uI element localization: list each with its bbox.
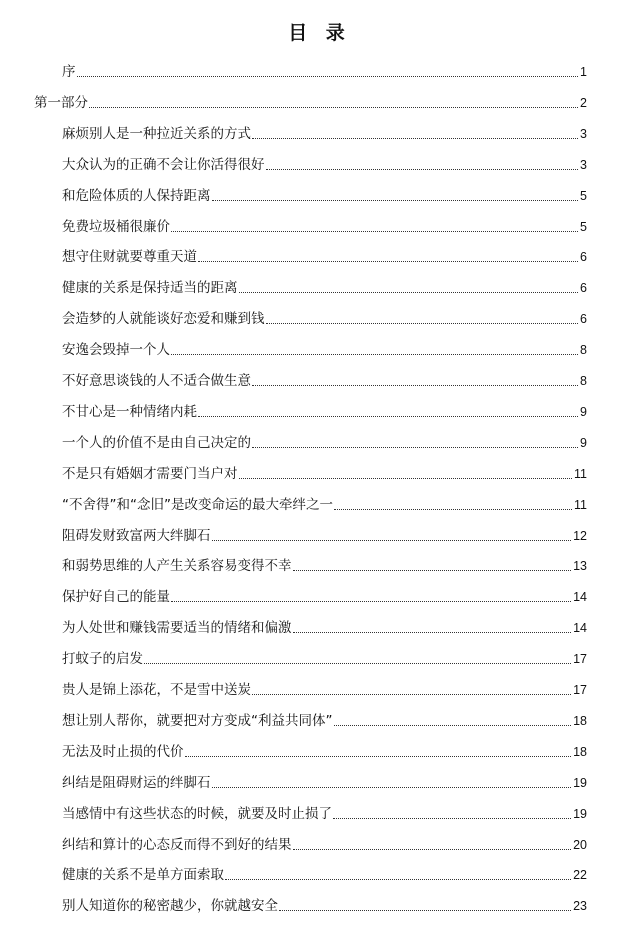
toc-dot-leader [212, 540, 572, 541]
toc-entry-label: 别人知道你的秘密越少，你就越安全 [62, 898, 278, 915]
toc-entry-page-number: 6 [580, 281, 587, 296]
toc-dot-leader [293, 570, 572, 571]
toc-entry[interactable] [62, 335, 587, 359]
toc-entry[interactable] [62, 644, 587, 668]
toc-entry-label: 不好意思谈钱的人不适合做生意 [62, 373, 251, 389]
toc-dot-leader [334, 509, 572, 510]
toc-dot-leader [252, 138, 578, 139]
toc-entry-label: 第一部分 [34, 94, 88, 111]
toc-entry-label: 不是只有婚姻才需要门当户对 [62, 465, 238, 482]
toc-entry[interactable] [62, 891, 587, 915]
toc-entry-page-number: 14 [573, 590, 587, 605]
toc-entry-page-number: 22 [573, 868, 587, 883]
toc-dot-leader [171, 231, 578, 232]
toc-entry-label: 为人处世和赚钱需要适当的情绪和偏激 [62, 620, 292, 637]
toc-entry-page-number: 5 [580, 188, 587, 203]
toc-entry-page-number: 13 [573, 559, 587, 574]
toc-entry[interactable] [62, 521, 587, 545]
toc-dot-leader [333, 818, 571, 819]
toc-entry[interactable] [62, 490, 587, 514]
toc-entry-page-number: 14 [573, 621, 587, 636]
toc-dot-leader [77, 76, 579, 77]
toc-entry[interactable] [62, 706, 587, 730]
toc-dot-leader [266, 323, 579, 324]
toc-entry[interactable] [62, 304, 587, 328]
toc-dot-leader [171, 354, 578, 355]
toc-entry-page-number: 2 [580, 95, 587, 110]
toc-dot-leader [144, 663, 571, 664]
toc-entry[interactable] [62, 737, 587, 761]
toc-entry-label: 纠结和算计的心态反而得不到好的结果 [62, 836, 292, 853]
toc-dot-leader [171, 601, 571, 602]
toc-entry-page-number: 3 [580, 126, 587, 141]
toc-dot-leader [252, 447, 578, 448]
toc-entry-page-number: 20 [573, 837, 587, 852]
toc-entry-label: 会造梦的人就能谈好恋爱和赚到钱 [62, 311, 265, 328]
toc-dot-leader [89, 107, 578, 108]
toc-entry[interactable] [62, 860, 587, 884]
toc-entry-label: 想让别人帮你，就要把对方变成“利益共同体” [62, 712, 333, 729]
toc-entry-page-number: 8 [580, 343, 587, 358]
toc-entry-page-number: 19 [573, 806, 587, 821]
toc-entry-page-number: 9 [580, 435, 587, 450]
toc-dot-leader [252, 694, 571, 695]
toc-entry[interactable] [34, 88, 587, 112]
toc-dot-leader [225, 879, 571, 880]
toc-entry-page-number: 1 [580, 65, 587, 79]
toc-entry-label: 和弱势思维的人产生关系容易变得不幸 [62, 558, 292, 575]
toc-entry-label: 当感情中有这些状态的时候，就要及时止损了 [62, 805, 332, 822]
toc-entry-label: 大众认为的正确不会让你活得很好 [62, 156, 265, 173]
toc-entry-page-number: 18 [573, 744, 587, 759]
toc-dot-leader [334, 725, 572, 726]
toc-entry-page-number: 6 [580, 312, 587, 327]
toc-entry-page-number: 6 [580, 250, 587, 265]
toc-entry-label: 无法及时止损的代价 [62, 743, 184, 760]
toc-entry[interactable] [62, 768, 587, 792]
toc-entry[interactable] [62, 799, 587, 823]
toc-dot-leader [266, 169, 579, 170]
toc-dot-leader [279, 910, 571, 911]
toc-entry[interactable] [62, 150, 587, 174]
toc-entry-page-number: 19 [573, 775, 587, 790]
toc-dot-leader [252, 385, 578, 386]
toc-entry[interactable] [62, 397, 587, 421]
toc-entry-label: 打蚊子的启发 [62, 651, 143, 668]
toc-entry[interactable] [62, 551, 587, 575]
toc-entry-page-number: 3 [580, 157, 587, 172]
toc-entry-page-number: 18 [573, 713, 587, 728]
toc-entry-label: 健康的关系不是单方面索取 [62, 867, 224, 884]
toc-entry-page-number: 23 [573, 899, 587, 914]
toc-entry-page-number: 17 [573, 683, 587, 697]
toc-entry-page-number: 12 [573, 528, 587, 543]
toc-dot-leader [239, 478, 573, 479]
toc-entry-page-number: 11 [574, 466, 587, 481]
toc-dot-leader [198, 416, 578, 417]
toc-entry-label: 麻烦别人是一种拉近关系的方式 [62, 125, 251, 142]
toc-entry[interactable] [62, 273, 587, 297]
toc-entry[interactable] [62, 212, 587, 236]
toc-entry-label: 安逸会毁掉一个人 [62, 342, 170, 359]
toc-entry-label: 序 [62, 64, 76, 80]
toc-entry-label: 阻碍发财致富两大绊脚石 [62, 527, 211, 544]
toc-entry-page-number: 8 [580, 374, 587, 388]
toc-entry[interactable] [62, 366, 587, 390]
toc-title: 目 录 [288, 22, 351, 44]
toc-entry-page-number: 9 [580, 404, 587, 419]
toc-entry-label: 和危险体质的人保持距离 [62, 187, 211, 204]
toc-entry[interactable] [62, 675, 587, 699]
toc-entry[interactable] [62, 613, 587, 637]
toc-entry-label: 一个人的价值不是由自己决定的 [62, 434, 251, 451]
toc-entry-page-number: 5 [580, 219, 587, 234]
toc-entry[interactable] [62, 830, 587, 854]
toc-entry-label: 健康的关系是保持适当的距离 [62, 280, 238, 297]
toc-entry[interactable] [62, 119, 587, 143]
toc-entry[interactable] [62, 582, 587, 606]
toc-entry[interactable] [62, 57, 587, 81]
toc-dot-leader [212, 787, 572, 788]
toc-entry[interactable] [62, 242, 587, 266]
toc-dot-leader [293, 849, 572, 850]
toc-dot-leader [185, 756, 572, 757]
toc-dot-leader [198, 261, 578, 262]
toc-entry[interactable] [62, 428, 587, 452]
toc-dot-leader [239, 292, 579, 293]
toc-entry[interactable] [62, 181, 587, 205]
toc-entry-label: 免费垃圾桶很廉价 [62, 218, 170, 235]
toc-entry-label: 保护好自己的能量 [62, 589, 170, 606]
toc-dot-leader [293, 632, 572, 633]
toc-entry[interactable] [62, 459, 587, 483]
toc-entry-label: 贵人是锦上添花，不是雪中送炭 [62, 682, 251, 698]
toc-entry-page-number: 17 [573, 652, 587, 667]
toc-entry-label: 纠结是阻碍财运的绊脚石 [62, 774, 211, 791]
toc-entry-label: 想守住财就要尊重天道 [62, 249, 197, 266]
toc-dot-leader [212, 200, 579, 201]
toc-entry-page-number: 11 [574, 497, 587, 512]
toc-entry-label: “不舍得”和“念旧”是改变命运的最大牵绊之一 [62, 496, 333, 513]
toc-entry-label: 不甘心是一种情绪内耗 [62, 403, 197, 420]
